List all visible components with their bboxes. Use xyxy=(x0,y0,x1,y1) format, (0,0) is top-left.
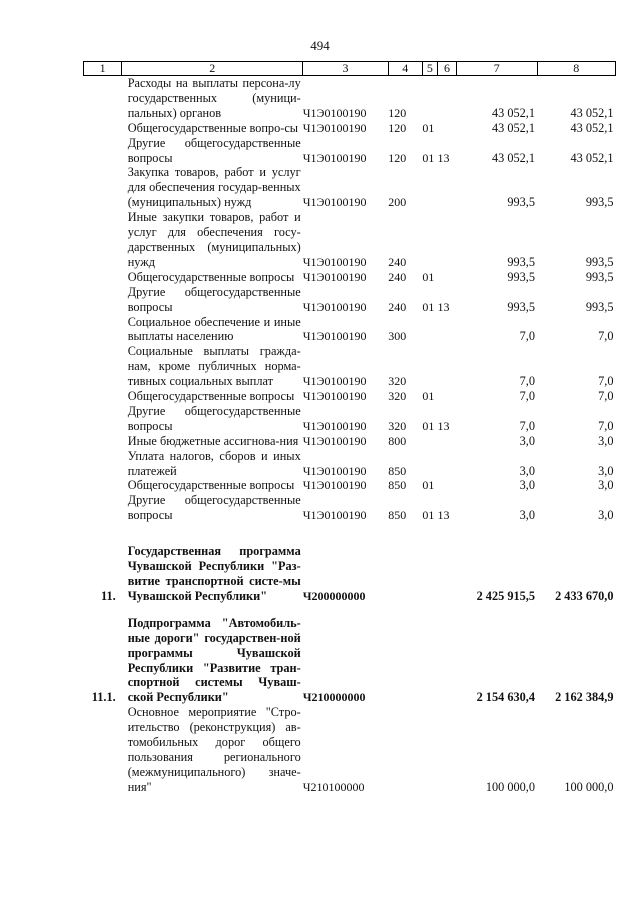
row-name: Социальные выплаты гражда-нам, кроме публичных норма-тивных социальных выплат xyxy=(127,344,301,389)
table-row xyxy=(84,404,616,434)
row-name: Уплата налогов, сборов и иных платежей xyxy=(127,448,301,478)
expense-type: 850 xyxy=(388,508,407,523)
row-number: 11. xyxy=(101,588,116,603)
row-number xyxy=(84,389,122,404)
page-number: 494 xyxy=(310,38,330,53)
section-code xyxy=(422,210,437,270)
section-code xyxy=(422,705,437,794)
row-name: Общегосударственные вопросы xyxy=(127,269,295,284)
row-name: Основное мероприятие "Стро-ительство (реконструкция) ав-томобильных дорог общего пользования регионального (межмуниципального) значе-ния" xyxy=(127,705,301,794)
header-cell: 3 xyxy=(303,62,388,76)
table-row xyxy=(84,270,616,285)
amount-year-2: 7,0 xyxy=(598,329,614,344)
amount-year-2: 100 000,0 xyxy=(564,779,614,794)
amount-year-2: 7,0 xyxy=(598,389,614,404)
row-number xyxy=(84,76,122,121)
section-code: 01 xyxy=(422,508,435,523)
expense-type xyxy=(388,705,422,794)
amount-year-2: 7,0 xyxy=(598,418,614,433)
row-number xyxy=(84,344,122,389)
amount-year-1: 2 154 630,4 xyxy=(476,690,535,705)
target-code: Ч1Э0100190 xyxy=(302,195,367,210)
row-name: Общегосударственные вопро-сы xyxy=(127,120,299,135)
section-code xyxy=(422,344,437,389)
target-code: Ч1Э0100190 xyxy=(302,105,367,120)
subsection-code xyxy=(437,76,456,121)
amount-year-1: 993,5 xyxy=(507,299,535,314)
table-header-row xyxy=(84,62,616,76)
row-name: Другие общегосударственные вопросы xyxy=(127,284,301,314)
spacer-row xyxy=(84,604,616,616)
expense-type xyxy=(388,544,422,604)
section-code xyxy=(422,165,437,210)
subsection-code xyxy=(437,434,456,449)
target-code: Ч1Э0100190 xyxy=(302,120,367,135)
target-code: Ч210100000 xyxy=(302,779,365,794)
subprogram-row xyxy=(84,616,616,705)
target-code: Ч1Э0100190 xyxy=(302,254,367,269)
row-name: Расходы на выплаты персона-лу государственных (муници-пальных) органов xyxy=(127,76,301,120)
amount-year-1: 100 000,0 xyxy=(485,779,535,794)
table-row xyxy=(84,449,616,479)
subsection-code xyxy=(437,478,456,493)
target-code: Ч1Э0100190 xyxy=(302,329,367,344)
subsection-code xyxy=(437,544,456,604)
section-code: 01 xyxy=(422,418,435,433)
section-code: 01 xyxy=(422,150,435,165)
row-name: Социальное обеспечение и иные выплаты населению xyxy=(127,314,301,344)
row-name: Иные закупки товаров, работ и услуг для обеспечения госу-дарственных (муниципальных) нужд xyxy=(127,210,301,269)
target-code: Ч1Э0100190 xyxy=(302,389,367,404)
expense-type: 320 xyxy=(388,389,407,404)
amount-year-2: 993,5 xyxy=(585,254,614,269)
row-number xyxy=(84,705,122,794)
section-code: 01 xyxy=(422,269,435,284)
section-code: 01 xyxy=(422,478,435,493)
amount-year-1: 43 052,1 xyxy=(491,120,535,135)
target-code: Ч1Э0100190 xyxy=(302,478,367,493)
section-code xyxy=(422,544,437,604)
section-code: 01 xyxy=(422,120,435,135)
amount-year-1: 993,5 xyxy=(507,195,535,210)
row-name: Подпрограмма "Автомобиль-ные дороги" государствен-ной программы Чувашской Республики "Развитие тран-спортной системы Чуваш-ской Республики" xyxy=(127,615,301,705)
target-code: Ч1Э0100190 xyxy=(302,299,367,314)
amount-year-2: 993,5 xyxy=(585,269,614,284)
subsection-code xyxy=(437,344,456,389)
amount-year-2: 43 052,1 xyxy=(570,150,614,165)
row-number xyxy=(84,434,122,449)
table-row xyxy=(84,434,616,449)
table-row xyxy=(84,210,616,270)
table-row xyxy=(84,165,616,210)
amount-year-2: 3,0 xyxy=(598,508,614,523)
row-number xyxy=(84,210,122,270)
header-cell: 4 xyxy=(388,62,422,76)
subsection-code xyxy=(437,210,456,270)
row-name: Государственная программа Чувашской Республики "Раз-витие транспортной систе-мы Чувашской Республики" xyxy=(127,544,301,603)
row-name: Другие общегосударственные вопросы xyxy=(127,493,301,523)
table-row xyxy=(84,121,616,136)
subsection-code: 13 xyxy=(437,150,450,165)
subsection-code: 13 xyxy=(437,508,450,523)
subsection-code xyxy=(437,389,456,404)
section-code xyxy=(422,616,437,705)
section-code xyxy=(422,434,437,449)
row-name: Общегосударственные вопросы xyxy=(127,389,295,404)
table-row xyxy=(84,285,616,315)
section-code xyxy=(422,315,437,345)
row-name: Общегосударственные вопросы xyxy=(127,478,295,493)
amount-year-1: 2 425 915,5 xyxy=(476,588,535,603)
row-number xyxy=(84,121,122,136)
row-number xyxy=(84,493,122,523)
program-row xyxy=(84,544,616,604)
target-code: Ч1Э0100190 xyxy=(302,150,367,165)
target-code: Ч1Э0100190 xyxy=(302,418,367,433)
subsection-code xyxy=(437,616,456,705)
subsection-code: 13 xyxy=(437,418,450,433)
section-code xyxy=(422,76,437,121)
header-cell: 8 xyxy=(537,62,616,76)
expense-type: 120 xyxy=(388,150,407,165)
amount-year-1: 993,5 xyxy=(507,269,535,284)
expense-type: 320 xyxy=(388,418,407,433)
target-code: Ч1Э0100190 xyxy=(302,269,367,284)
row-number xyxy=(84,478,122,493)
amount-year-1: 3,0 xyxy=(519,463,535,478)
expense-type: 850 xyxy=(388,478,407,493)
expense-type: 200 xyxy=(388,195,407,210)
row-number: 11.1. xyxy=(91,690,116,705)
row-name: Закупка товаров, работ и услуг для обеспечения государ-венных (муниципальных) нужд xyxy=(127,165,301,210)
table-row xyxy=(84,136,616,166)
amount-year-1: 3,0 xyxy=(519,478,535,493)
section-code: 01 xyxy=(422,389,435,404)
table-row xyxy=(84,705,616,794)
row-number xyxy=(84,165,122,210)
amount-year-2: 2 162 384,9 xyxy=(555,690,614,705)
amount-year-1: 7,0 xyxy=(519,418,535,433)
amount-year-2: 3,0 xyxy=(598,433,614,448)
subsection-code xyxy=(437,165,456,210)
table-row xyxy=(84,344,616,389)
subsection-code xyxy=(437,121,456,136)
expense-type: 800 xyxy=(388,433,407,448)
table-row xyxy=(84,389,616,404)
amount-year-1: 7,0 xyxy=(519,374,535,389)
amount-year-1: 43 052,1 xyxy=(491,105,535,120)
amount-year-2: 3,0 xyxy=(598,478,614,493)
amount-year-2: 3,0 xyxy=(598,463,614,478)
subsection-code: 13 xyxy=(437,299,450,314)
section-code xyxy=(422,449,437,479)
expense-type: 240 xyxy=(388,254,407,269)
expense-type: 120 xyxy=(388,105,407,120)
header-cell: 2 xyxy=(122,62,303,76)
amount-year-2: 43 052,1 xyxy=(570,120,614,135)
row-name: Иные бюджетные ассигнова-ния xyxy=(127,433,299,448)
expense-type: 240 xyxy=(388,299,407,314)
amount-year-1: 43 052,1 xyxy=(491,150,535,165)
row-number xyxy=(84,404,122,434)
section-code: 01 xyxy=(422,299,435,314)
amount-year-2: 993,5 xyxy=(585,195,614,210)
target-code: Ч210000000 xyxy=(302,690,366,705)
expense-type: 320 xyxy=(388,374,407,389)
target-code: Ч1Э0100190 xyxy=(302,508,367,523)
row-name: Другие общегосударственные вопросы xyxy=(127,135,301,165)
expense-type: 240 xyxy=(388,269,407,284)
row-name: Другие общегосударственные вопросы xyxy=(127,403,301,433)
table-row xyxy=(84,493,616,523)
row-number xyxy=(84,270,122,285)
header-cell: 6 xyxy=(437,62,456,76)
amount-year-1: 3,0 xyxy=(519,433,535,448)
header-cell: 1 xyxy=(84,62,122,76)
expense-type: 120 xyxy=(388,120,407,135)
amount-year-1: 7,0 xyxy=(519,329,535,344)
amount-year-2: 993,5 xyxy=(585,299,614,314)
subsection-code xyxy=(437,449,456,479)
table-row xyxy=(84,315,616,345)
subsection-code xyxy=(437,315,456,345)
table-row xyxy=(84,478,616,493)
row-number xyxy=(84,285,122,315)
expense-type: 850 xyxy=(388,463,407,478)
amount-year-1: 3,0 xyxy=(519,508,535,523)
row-number xyxy=(84,315,122,345)
amount-year-1: 993,5 xyxy=(507,254,535,269)
expense-type xyxy=(388,616,422,705)
spacer-cell xyxy=(84,523,616,544)
subsection-code xyxy=(437,270,456,285)
expense-type: 300 xyxy=(388,329,407,344)
table-row xyxy=(84,76,616,121)
row-number xyxy=(84,136,122,166)
amount-year-2: 2 433 670,0 xyxy=(555,588,614,603)
amount-year-2: 43 052,1 xyxy=(570,105,614,120)
amount-year-2: 7,0 xyxy=(598,374,614,389)
budget-table xyxy=(83,61,616,795)
target-code: Ч1Э0100190 xyxy=(302,433,367,448)
spacer-cell xyxy=(84,604,616,616)
row-number xyxy=(84,449,122,479)
header-cell: 5 xyxy=(422,62,437,76)
target-code: Ч200000000 xyxy=(302,588,366,603)
amount-year-1: 7,0 xyxy=(519,389,535,404)
subsection-code xyxy=(437,705,456,794)
target-code: Ч1Э0100190 xyxy=(302,374,367,389)
header-cell: 7 xyxy=(457,62,537,76)
target-code: Ч1Э0100190 xyxy=(302,463,367,478)
spacer-row xyxy=(84,523,616,544)
